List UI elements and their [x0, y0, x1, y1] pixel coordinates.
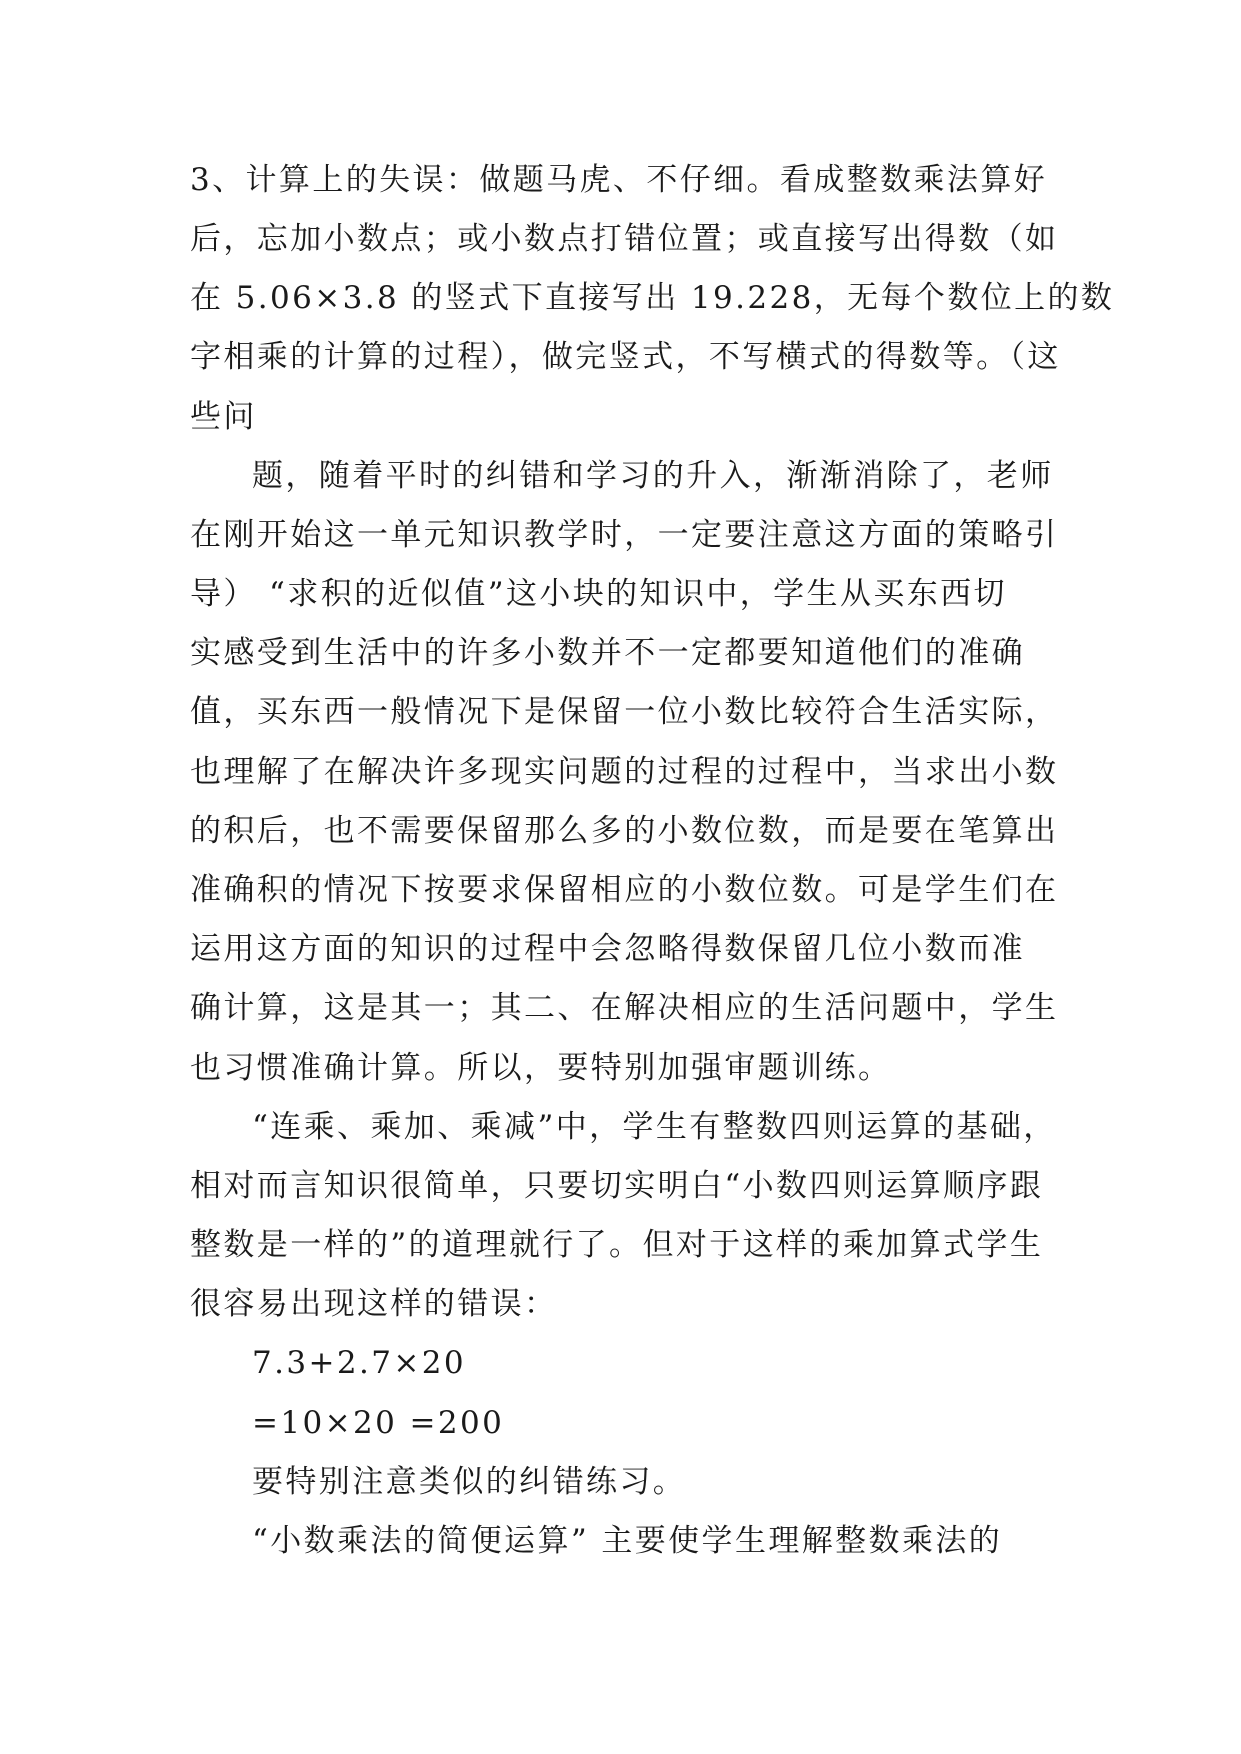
text-line: 相对而言知识很简单，只要切实明白“小数四则运算顺序跟: [190, 1168, 1044, 1204]
text-line: =10×20 =200: [252, 1405, 505, 1441]
text-line: 很容易出现这样的错误：: [190, 1286, 558, 1322]
text-line: 要特别注意类似的纠错练习。: [252, 1464, 687, 1500]
text-line: 在 5.06×3.8 的竖式下直接写出 19.228，无每个数位上的数: [190, 280, 1115, 316]
text-line: 导） “求积的近似值”这小块的知识中，学生从买东西切: [190, 576, 1007, 612]
text-line: 题，随着平时的纠错和学习的升入，渐渐消除了，老师: [252, 458, 1054, 494]
text-line: 也习惯准确计算。所以，要特别加强审题训练。: [190, 1050, 892, 1086]
text-line: 字相乘的计算的过程），做完竖式，不写横式的得数等。（这: [190, 339, 1061, 375]
text-line: “小数乘法的简便运算” 主要使学生理解整数乘法的: [252, 1523, 1003, 1559]
text-line: 7.3+2.7×20: [252, 1345, 466, 1381]
text-line: 确计算，这是其一；其二、在解决相应的生活问题中，学生: [190, 990, 1059, 1026]
text-line: 的积后，也不需要保留那么多的小数位数，而是要在笔算出: [190, 813, 1059, 849]
text-line: 后，忘加小数点；或小数点打错位置；或直接写出得数（如: [190, 221, 1059, 257]
text-line: 值，买东西一般情况下是保留一位小数比较符合生活实际，: [190, 694, 1059, 730]
text-line: 些问: [190, 399, 257, 435]
text-line: 准确积的情况下按要求保留相应的小数位数。可是学生们在: [190, 872, 1059, 908]
text-line: 3、计算上的失误：做题马虎、不仔细。看成整数乘法算好: [190, 162, 1048, 198]
text-line: 整数是一样的”的道理就行了。但对于这样的乘加算式学生: [190, 1227, 1044, 1263]
text-line: 运用这方面的知识的过程中会忽略得数保留几位小数而准: [190, 931, 1025, 967]
text-line: 实感受到生活中的许多小数并不一定都要知道他们的准确: [190, 635, 1025, 671]
text-line: 也理解了在解决许多现实问题的过程的过程中，当求出小数: [190, 754, 1059, 790]
text-line: 在刚开始这一单元知识教学时，一定要注意这方面的策略引: [190, 517, 1059, 553]
text-line: “连乘、乘加、乘减”中，学生有整数四则运算的基础，: [252, 1109, 1057, 1145]
